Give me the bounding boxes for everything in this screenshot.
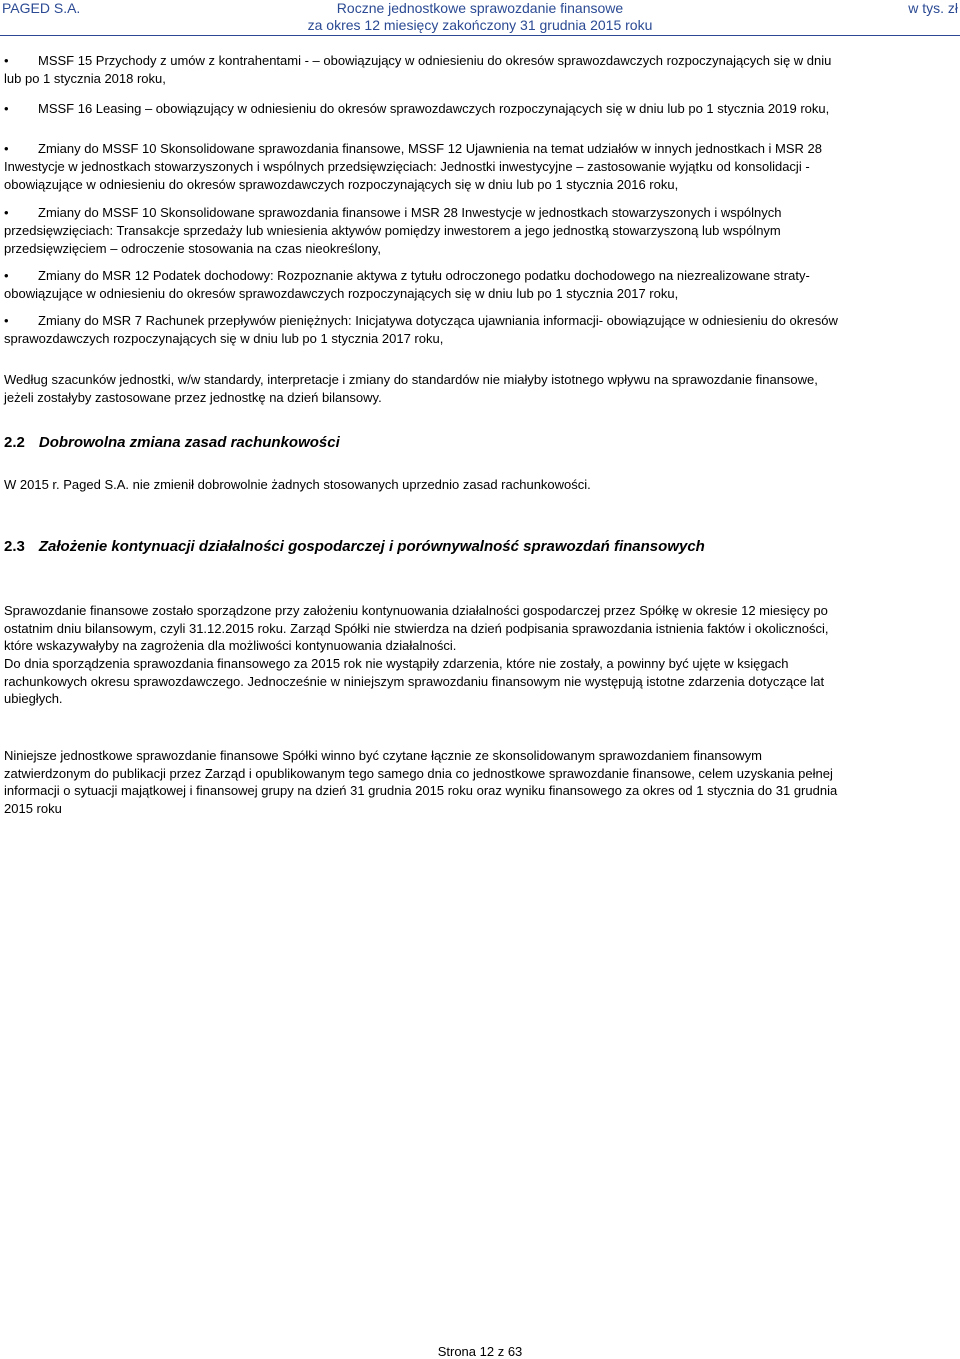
- list-item: • MSSF 16 Leasing – obowiązujący w odniesieniu do okresów sprawozdawczych rozpoczynających się w dniu lub po 1 stycznia 2019 roku,: [4, 101, 830, 116]
- list-item: • Zmiany do MSSF 10 Skonsolidowane sprawozdania finansowe i MSR 28 Inwestycje w jednostkach stowarzyszonych i wspólnych przedsięwzięciach: Transakcje sprzedaży lub wniesienia aktywów pomiędzy inwestorem a jego jednostką stowarzyszoną lub wspólnym przedsięwzięciem – odroczenie stosowania na czas nieokreślony,: [4, 205, 782, 256]
- page-number: Strona 12 z 63: [437, 1344, 523, 1359]
- section-title: Założenie kontynuacji działalności gospodarczej i porównywalność sprawozdań finansowych: [38, 538, 705, 555]
- section-heading-2-3: [4, 538, 705, 555]
- bullet-icon: •: [4, 53, 9, 68]
- bullet-icon: •: [4, 101, 9, 116]
- list-item: • Zmiany do MSR 12 Podatek dochodowy: Rozpoznanie aktywa z tytułu odroczonego podatku dochodowego na niezrealizowane straty- obowiązujące w odniesieniu do okresów sprawozdawczych rozpoczynających się w dniu lub po 1 stycznia 2017 roku,: [4, 268, 810, 301]
- document-title-line2: za okres 12 miesięcy zakończony 31 grudnia 2015 roku: [307, 17, 653, 33]
- paragraph-estimate: Według szacunków jednostki, w/w standardy, interpretacje i zmiany do standardów nie miałyby istotnego wpływu na sprawozdanie finansowe, jeżeli zostałyby zastosowane przez jednostkę na dzień bilansowy.: [4, 372, 818, 405]
- bullet-icon: •: [4, 141, 9, 156]
- paragraph-consolidated-reference: Niniejsze jednostkowe sprawozdanie finansowe Spółki winno być czytane łącznie ze skonsolidowanym sprawozdaniem finansowym zatwierdzonym do publikacji przez Zarząd i opublikowanym tego samego dnia co jednostkowe sprawozdanie finansowe, celem uzyskania pełnej informacji o sytuacji majątkowej i finansowej grupy na dzień 31 grudnia 2015 roku oraz wyniku finansowego za okres od 1 stycznia do 31 grudnia 2015 roku: [4, 748, 838, 816]
- paragraph-accounting-policy: W 2015 r. Paged S.A. nie zmienił dobrowolnie żadnych stosowanych uprzednio zasad rachunkowości.: [4, 477, 591, 492]
- list-item: • Zmiany do MSSF 10 Skonsolidowane sprawozdania finansowe, MSSF 12 Ujawnienia na temat udziałów w innych jednostkach i MSR 28 Inwestycje w jednostkach stowarzyszonych i wspólnych przedsięwzięciach: Jednostki inwestycyjne – zastosowanie wyjątku od konsolidacji - obowiązujące w odniesieniu do okresów sprawozdawczych rozpoczynających się w dniu lub po 1 stycznia 2016 roku,: [4, 141, 823, 192]
- bullet-icon: •: [4, 268, 9, 283]
- paragraph-subsequent-events: Do dnia sporządzenia sprawozdania finansowego za 2015 rok nie wystąpiły zdarzenia, które nie zostały, a powinny być ujęte w księgach rachunkowych okresu sprawozdawczego. Jednocześnie w niniejszym sprawozdaniu finansowym nie występują istotne zdarzenia dotyczące lat ubiegłych.: [4, 656, 825, 706]
- units-label: w tys. zł: [908, 0, 958, 16]
- paragraph-going-concern: Sprawozdanie finansowe zostało sporządzone przy założeniu kontynuowania działalności gospodarczej przez Spółkę w okresie 12 miesięcy po ostatnim dniu bilansowym, czyli 31.12.2015 roku. Zarząd Spółki nie stwierdza na dzień podpisania sprawozdania istnienia faktów i okoliczności, które wskazywałyby na zagrożenia dla możliwości kontynuowania działalności.: [4, 603, 829, 653]
- section-number: 2.2: [4, 434, 25, 451]
- section-heading-2-2: [4, 434, 340, 451]
- header-divider: [0, 35, 960, 36]
- section-number: 2.3: [4, 538, 25, 555]
- bullet-icon: •: [4, 205, 9, 220]
- list-item: • MSSF 15 Przychody z umów z kontrahentami - – obowiązujący w odniesieniu do okresów sprawozdawczych rozpoczynających się w dniu lub po 1 stycznia 2018 roku,: [4, 53, 832, 86]
- company-name: PAGED S.A.: [2, 0, 81, 16]
- list-item: • Zmiany do MSR 7 Rachunek przepływów pieniężnych: Inicjatywa dotycząca ujawniania informacji- obowiązujące w odniesieniu do okresów sprawozdawczych rozpoczynających się w dniu lub po 1 stycznia 2017 roku,: [4, 313, 838, 346]
- document-title-line1: Roczne jednostkowe sprawozdanie finansowe: [336, 0, 624, 16]
- bullet-icon: •: [4, 313, 9, 328]
- document-title: [240, 0, 720, 34]
- section-title: Dobrowolna zmiana zasad rachunkowości: [38, 434, 340, 451]
